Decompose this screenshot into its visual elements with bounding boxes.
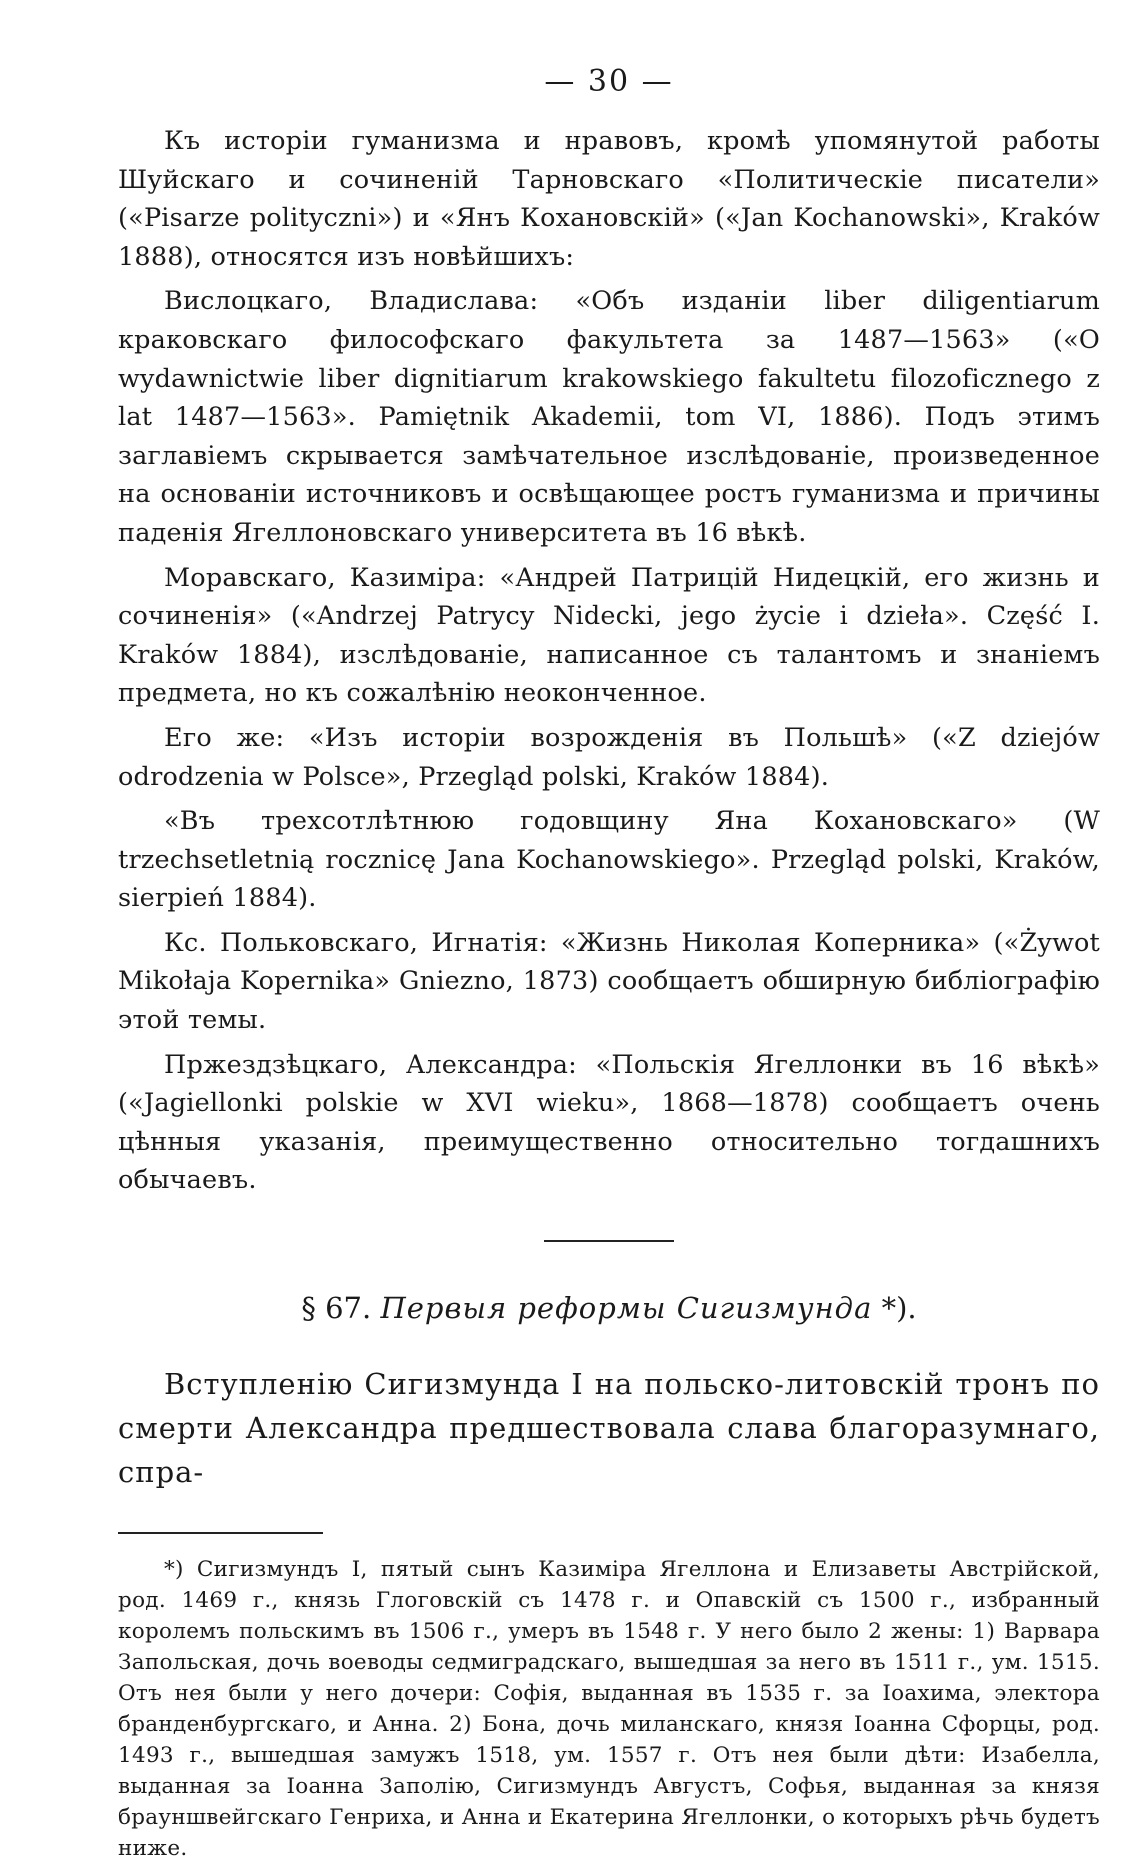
footnote: *) Сигизмундъ I, пятый сынъ Казиміра Ягеллона и Елизаветы Австрійской, род. 1469 г., князь Глоговскій съ 1478 г. и Опавскій съ 1500 г., избранный королемъ польскимъ въ 1506 г., умеръ въ 1548 г. У него было 2 жены: 1) Варвара Запольская, дочь воеводы седмиградскаго, вышедшая за него въ 1511 г., ум. 1515. Отъ нея были у него дочери: Софія, выданная въ 1535 г. за Іоахима, электора бранденбургскаго, и Анна. 2) Бона, дочь миланскаго, князя Іоанна Сфорцы, род. 1493 г., вышедшая замужъ 1518, ум. 1557 г. Отъ нея были дѣти: Изабелла, выданная за Іоанна Заполію, Сигизмундъ Августъ, Софья, выданная за князя брауншвейгскаго Генриха, и Анна и Екатерина Ягеллонки, о которыхъ рѣчь будетъ ниже. xyxy=(118,1557,1100,1862)
footnote-rule xyxy=(118,1532,323,1534)
section-heading xyxy=(118,1288,1100,1328)
section-number: § 67. xyxy=(301,1291,372,1326)
page xyxy=(118,64,1100,1864)
paragraph-morawski: Моравскаго, Казиміра: «Андрей Патрицій Нидецкій, его жизнь и сочиненія» («Andrzej Patrycy Nidecki, jego życie i dzieła». Część I. Kraków 1884), изслѣдованіе, написанное съ талантомъ и знаніемъ предмета, но къ сожалѣнію неоконченное. xyxy=(118,562,1100,709)
footnote-marker: *). xyxy=(881,1291,917,1326)
paragraph-kochanowski-anniversary: «Въ трехсотлѣтнюю годовщину Яна Кохановскаго» (W trzechsetletnią rocznicę Jana Kochanowskiego». Przegląd polski, Kraków, sierpień 1884). xyxy=(118,806,1100,914)
section-title: Первыя реформы Сигизмунда xyxy=(380,1291,873,1326)
paragraph-wislocki: Вислоцкаго, Владислава: «Объ изданіи liber diligentiarum краковскаго философскаго факультета за 1487—1563» («O wydawnictwie liber dignitiarum krakowskiego fakultetu filozoficznego z lat 1487—1563». Pamiętnik Akademii, tom VI, 1886). Подъ этимъ заглавіемъ скрывается замѣчательное изслѣдованіе, произведенное на основаніи источниковъ и освѣщающее ростъ гуманизма и причины паденія Ягеллоновскаго университета въ 16 вѣкѣ. xyxy=(118,286,1100,548)
paragraph-przezdziecki: Пржездзѣцкаго, Александра: «Польскія Ягеллонки въ 16 вѣкѣ» («Jagiellonki polskie w XVI wieku», 1868—1878) сообщаетъ очень цѣнныя указанія, преимущественно относительно тогдашнихъ обычаевъ. xyxy=(118,1049,1100,1196)
paragraph-polkowski: Кс. Польковскаго, Игнатія: «Жизнь Николая Коперника» («Żywot Mikołaja Kopernika» Gniezno, 1873) сообщаетъ обширную библіографію этой темы. xyxy=(118,927,1100,1036)
paragraph-intro: Къ исторіи гуманизма и нравовъ, кромѣ упомянутой работы Шуйскаго и сочиненій Тарновскаго «Политическіе писатели» («Pisarze polityczni») и «Янъ Кохановскій» («Jan Kochanowski», Kraków 1888), относятся изъ новѣйшихъ: xyxy=(118,126,1100,272)
section-divider xyxy=(544,1240,674,1242)
page-number: — 30 — xyxy=(544,64,674,99)
section-body-text: Вступленію Сигизмунда I на польско-литовскій тронъ по смерти Александра предшествовала слава благоразумнаго, спра- xyxy=(118,1367,1100,1490)
paragraph-ego-zhe: Его же: «Изъ исторіи возрожденія въ Польшѣ» («Z dziejów odrodzenia w Polsce», Przegląd polski, Kraków 1884). xyxy=(118,722,1100,792)
